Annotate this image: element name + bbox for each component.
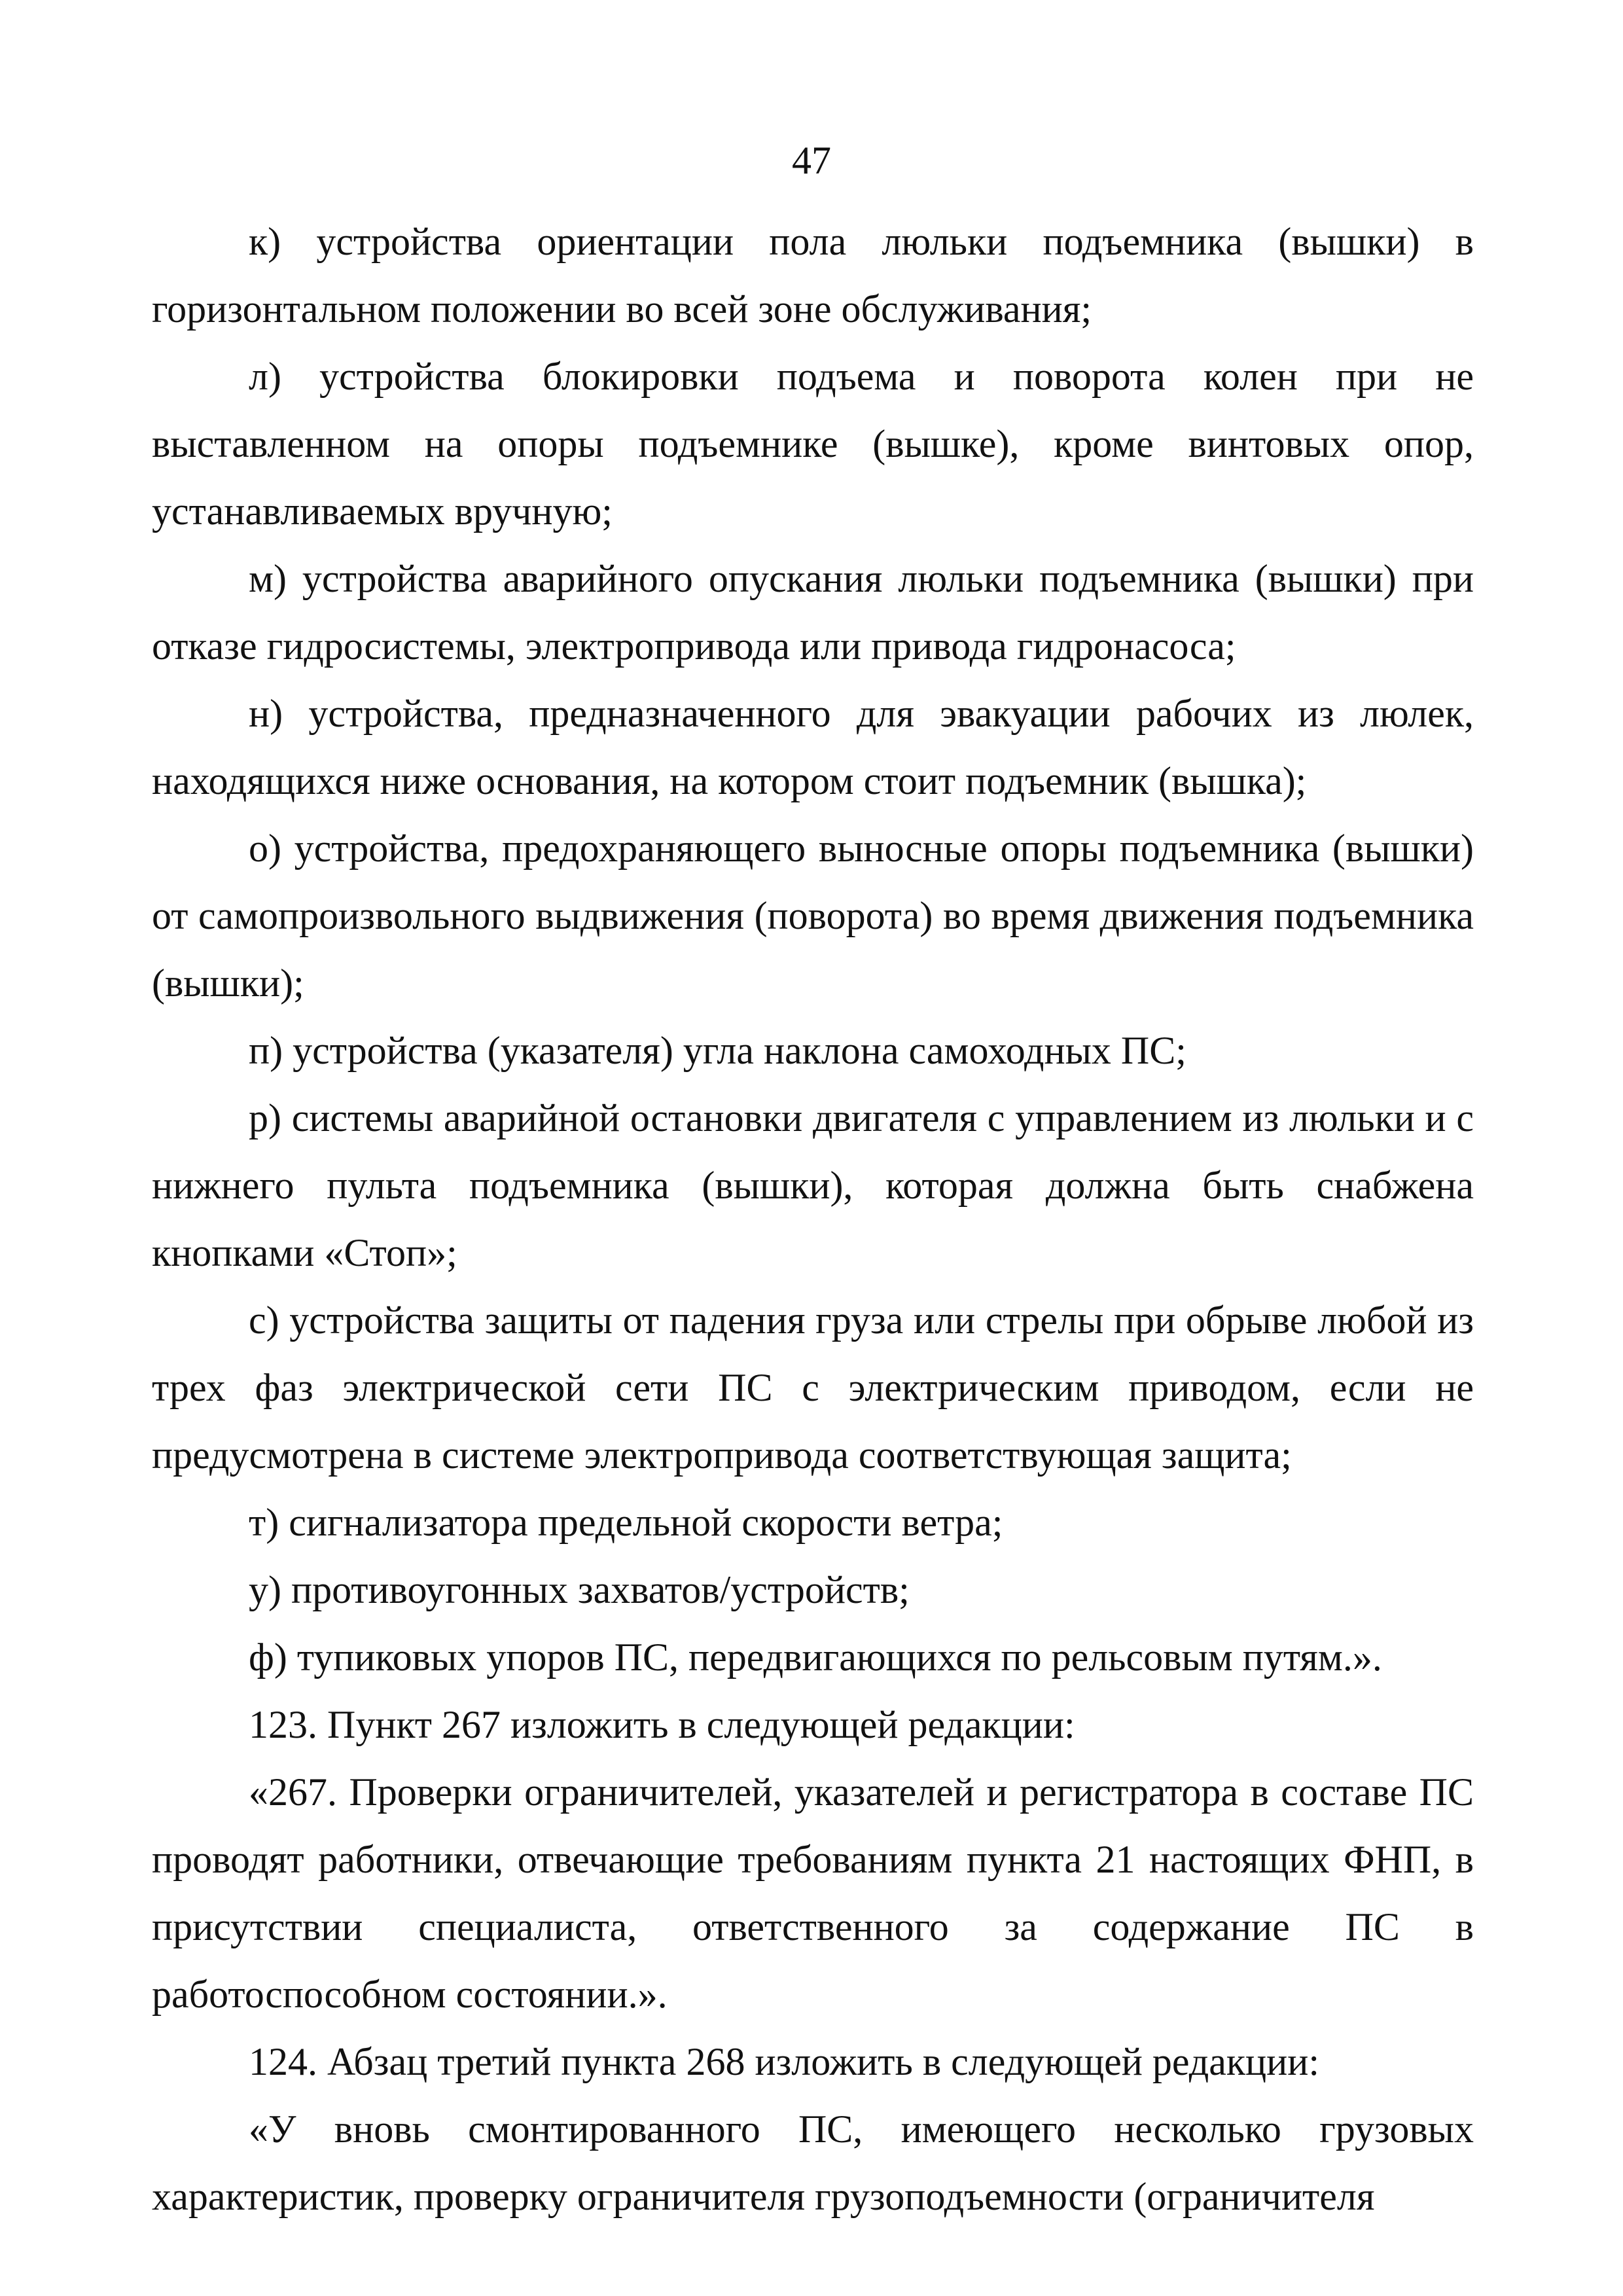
paragraph-124: 124. Абзац третий пункта 268 изложить в следующей редакции: — [249, 2040, 1320, 2083]
paragraph-l: л) устройства блокировки подъема и поворота колен при не выставленном на опоры подъемнике (вышке), кроме винтовых опор, устанавливаемых вручную; — [152, 355, 1474, 533]
paragraph-t: т) сигнализатора предельной скорости ветра; — [249, 1501, 1003, 1544]
paragraph-k: к) устройства ориентации пола люльки подъемника (вышки) в горизонтальном положении во всей зоне обслуживания; — [152, 220, 1474, 331]
paragraph-m: м) устройства аварийного опускания люльки подъемника (вышки) при отказе гидросистемы, электропривода или привода гидронасоса; — [152, 557, 1474, 668]
page-number: 47 — [792, 139, 831, 182]
paragraph-268: «У вновь смонтированного ПС, имеющего несколько грузовых характеристик, проверку ограничителя грузоподъемности (ограничителя — [152, 2108, 1474, 2218]
paragraph-s: с) устройства защиты от падения груза или стрелы при обрыве любой из трех фаз электрической сети ПС с электрическим приводом, если не предусмотрена в системе электропривода соответствующая защита; — [152, 1299, 1474, 1477]
paragraph-u: у) противоугонных захватов/устройств; — [249, 1568, 910, 1611]
paragraph-r: р) системы аварийной остановки двигателя с управлением из люльки и с нижнего пульта подъемника (вышки), которая должна быть снабжена кнопками «Стоп»; — [152, 1096, 1474, 1274]
paragraph-f: ф) тупиковых упоров ПС, передвигающихся по рельсовым путям.». — [249, 1636, 1382, 1679]
paragraph-o: о) устройства, предохраняющего выносные опоры подъемника (вышки) от самопроизвольного выдвижения (поворота) во время движения подъемника (вышки); — [152, 827, 1474, 1005]
paragraph-n: н) устройства, предназначенного для эвакуации рабочих из люлек, находящихся ниже основания, на котором стоит подъемник (вышка); — [152, 692, 1474, 802]
paragraph-123: 123. Пункт 267 изложить в следующей редакции: — [249, 1703, 1075, 1746]
paragraph-p: п) устройства (указателя) угла наклона самоходных ПС; — [249, 1029, 1186, 1072]
document-body — [152, 208, 1474, 2231]
paragraph-267: «267. Проверки ограничителей, указателей и регистратора в составе ПС проводят работники, отвечающие требованиям пункта 21 настоящих ФНП, в присутствии специалиста, ответственного за содержание ПС в работоспособном состоянии.». — [152, 1770, 1474, 2016]
